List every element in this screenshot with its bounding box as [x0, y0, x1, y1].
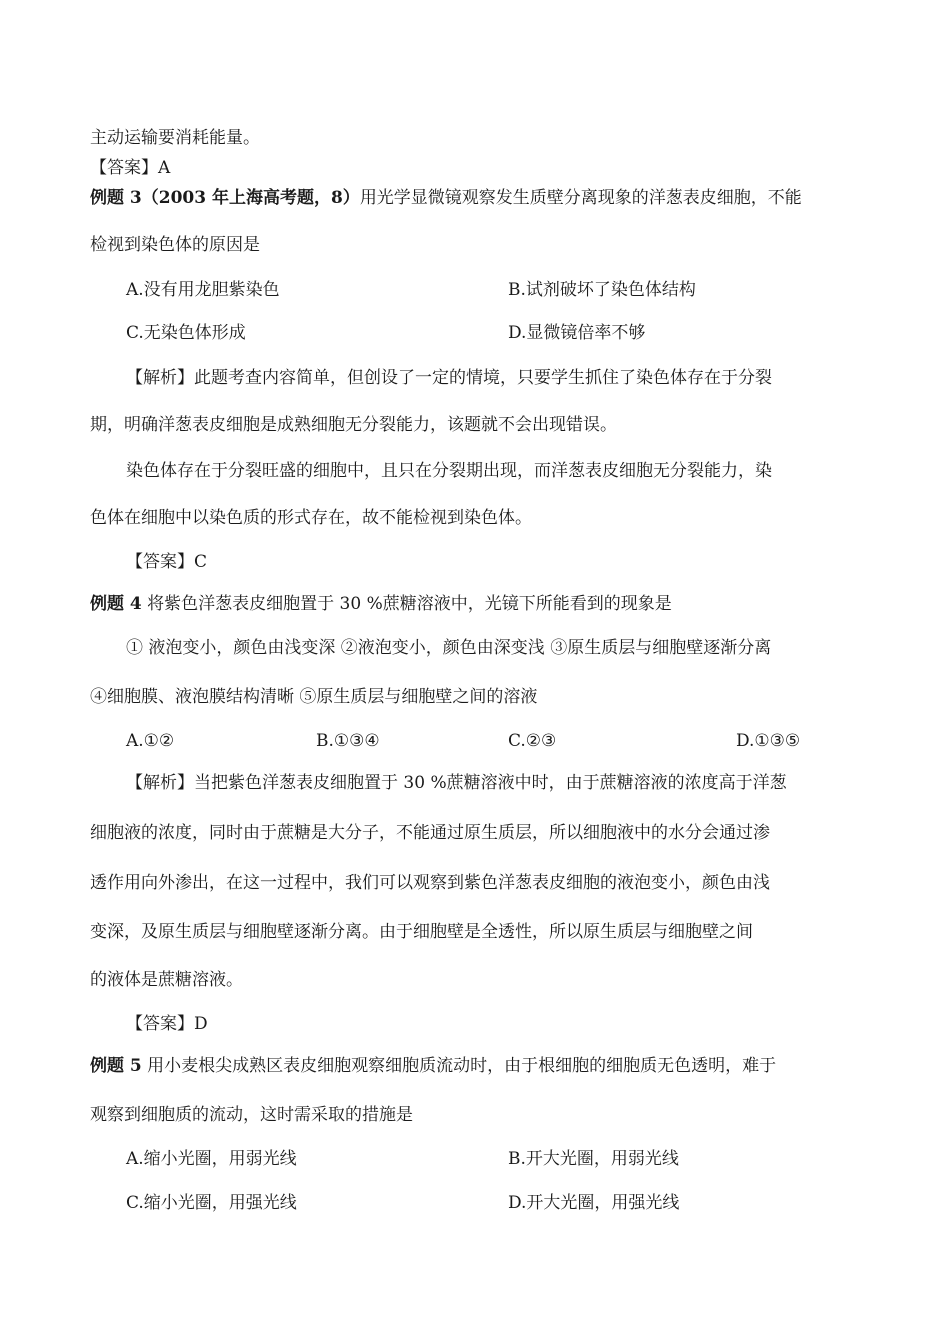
example-3-analysis: 【解析】此题考查内容简单，但创设了一定的情境，只要学生抓住了染色体存在于分裂 [126, 368, 772, 388]
example-3-option-b: B.试剂破坏了染色体结构 [508, 280, 696, 300]
example-4-statements: ① 液泡变小，颜色由浅变深 ②液泡变小，颜色由深变浅 ③原生质层与细胞壁逐渐分离 [126, 638, 772, 658]
example-4-option-b: B.①③④ [316, 731, 380, 751]
example-4-answer: 【答案】D [126, 1014, 208, 1034]
example-3-question-cont: 检视到染色体的原因是 [90, 235, 260, 255]
example-4-analysis-cont-1: 细胞液的浓度，同时由于蔗糖是大分子，不能通过原生质层，所以细胞液中的水分会通过渗 [90, 823, 770, 843]
example-4-question [90, 592, 672, 616]
example-5-question-cont: 观察到细胞质的流动，这时需采取的措施是 [90, 1105, 413, 1125]
text-line: 主动运输要消耗能量。 [90, 128, 260, 148]
example-4-statements-cont: ④细胞膜、液泡膜结构清晰 ⑤原生质层与细胞壁之间的溶液 [90, 687, 538, 707]
example-3-analysis-2-cont: 色体在细胞中以染色质的形式存在，故不能检视到染色体。 [90, 508, 532, 528]
example-4-heading: 例题 4 [90, 594, 142, 614]
example-4-analysis: 【解析】当把紫色洋葱表皮细胞置于 30 %蔗糖溶液中时，由于蔗糖溶液的浓度高于洋葱 [126, 773, 787, 793]
example-5-option-b: B.开大光圈，用弱光线 [508, 1149, 679, 1169]
example-3-heading: 例题 3（2003 年上海高考题，8） [90, 188, 360, 208]
answer-line: 【答案】A [90, 158, 171, 178]
example-5-question [90, 1054, 776, 1078]
example-3-analysis-2: 染色体存在于分裂旺盛的细胞中，且只在分裂期出现，而洋葱表皮细胞无分裂能力，染 [126, 461, 772, 481]
example-4-analysis-cont-3: 变深，及原生质层与细胞壁逐渐分离。由于细胞壁是全透性，所以原生质层与细胞壁之间 [90, 922, 753, 942]
example-4-option-c: C.②③ [508, 731, 557, 751]
example-3-answer: 【答案】C [126, 552, 208, 572]
example-4-option-d: D.①③⑤ [736, 731, 801, 751]
example-4-analysis-cont-4: 的液体是蔗糖溶液。 [90, 970, 243, 990]
example-4-question-text: 将紫色洋葱表皮细胞置于 30 %蔗糖溶液中，光镜下所能看到的现象是 [147, 594, 672, 614]
example-3-analysis-cont: 期，明确洋葱表皮细胞是成熟细胞无分裂能力，该题就不会出现错误。 [90, 415, 617, 435]
example-3-question-text: 用光学显微镜观察发生质壁分离现象的洋葱表皮细胞，不能 [359, 188, 802, 208]
example-3-option-c: C.无染色体形成 [126, 323, 246, 343]
example-4-analysis-cont-2: 透作用向外渗出，在这一过程中，我们可以观察到紫色洋葱表皮细胞的液泡变小，颜色由浅 [90, 873, 770, 893]
example-4-option-a: A.①② [126, 731, 175, 751]
example-3-option-a: A.没有用龙胆紫染色 [126, 280, 280, 300]
example-5-option-d: D.开大光圈，用强光线 [508, 1193, 680, 1213]
example-5-question-text: 用小麦根尖成熟区表皮细胞观察细胞质流动时，由于根细胞的细胞质无色透明，难于 [147, 1056, 777, 1076]
example-5-option-a: A.缩小光圈，用弱光线 [126, 1149, 297, 1169]
example-3-option-d: D.显微镜倍率不够 [508, 323, 646, 343]
example-3-question [90, 186, 802, 210]
example-5-option-c: C.缩小光圈，用强光线 [126, 1193, 297, 1213]
example-5-heading: 例题 5 [90, 1056, 142, 1076]
